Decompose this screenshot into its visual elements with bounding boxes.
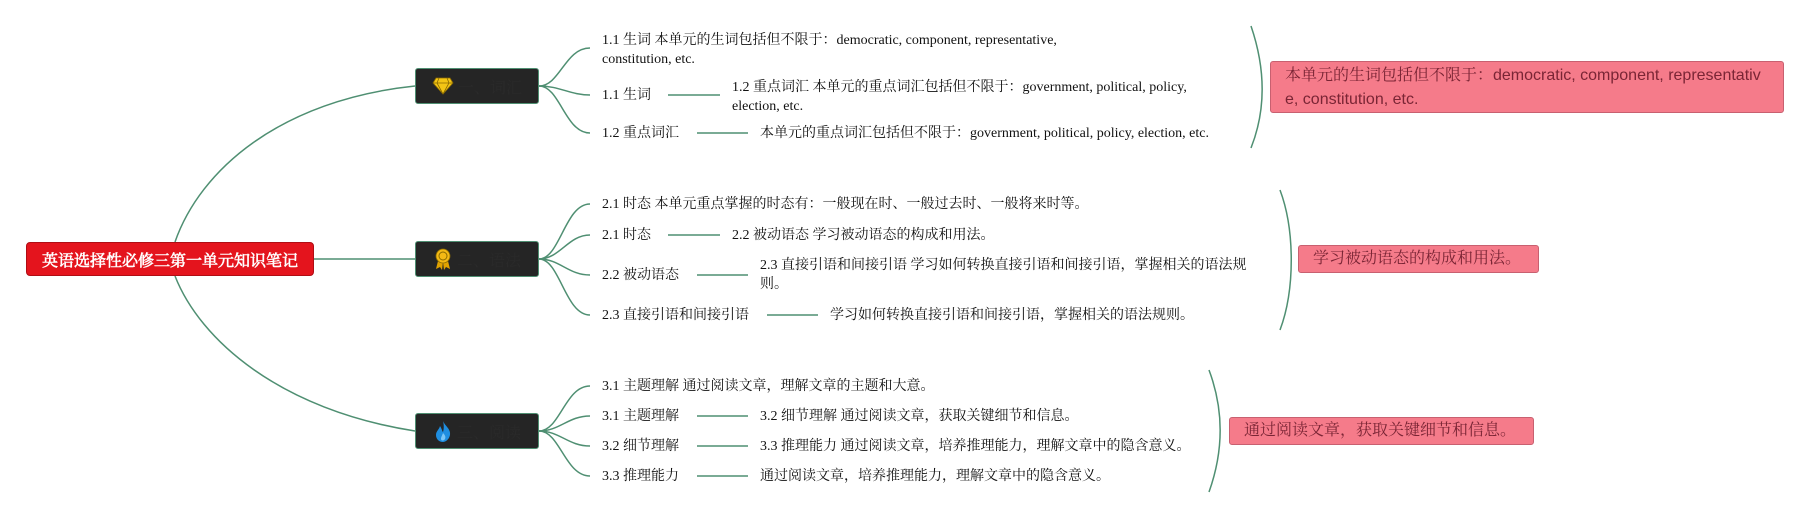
reading-item-3-child[interactable]: 3.3 推理能力 通过阅读文章，培养推理能力，理解文章中的隐含意义。 xyxy=(760,439,1191,454)
link-reading-4 xyxy=(539,431,590,476)
branch-reading-label: 三、阅读 xyxy=(456,424,521,442)
grammar-item-3[interactable]: 2.2 被动语态 xyxy=(602,268,679,283)
summary-bracket-grammar xyxy=(1280,190,1291,330)
reading-item-3[interactable]: 3.2 细节理解 xyxy=(602,439,679,454)
branch-vocab-label: 一、词汇 xyxy=(457,79,522,97)
link-grammar-1 xyxy=(539,204,590,259)
grammar-item-2[interactable]: 2.1 时态 xyxy=(602,228,651,243)
flame-icon xyxy=(433,420,453,442)
link-vocab-1 xyxy=(539,48,590,86)
root-node[interactable] xyxy=(26,242,314,276)
link-vocab-3 xyxy=(539,86,590,133)
reading-item-4[interactable]: 3.3 推理能力 xyxy=(602,469,679,484)
grammar-item-1[interactable]: 2.1 时态 本单元重点掌握的时态有：一般现在时、一般过去时、一般将来时等。 xyxy=(602,197,1089,212)
vocab-item-3[interactable]: 1.2 重点词汇 xyxy=(602,126,679,141)
grammar-item-3-child[interactable]: 2.3 直接引语和间接引语 学习如何转换直接引语和间接引语，掌握相关的语法规则。 xyxy=(760,258,1247,292)
branch-grammar[interactable] xyxy=(415,241,539,277)
link-root-reading xyxy=(175,276,415,431)
reading-item-2-child[interactable]: 3.2 细节理解 通过阅读文章，获取关键细节和信息。 xyxy=(760,409,1079,424)
grammar-item-4-child[interactable]: 学习如何转换直接引语和间接引语，掌握相关的语法规则。 xyxy=(830,308,1194,323)
reading-item-4-child[interactable]: 通过阅读文章，培养推理能力，理解文章中的隐含意义。 xyxy=(760,469,1110,484)
grammar-item-4[interactable]: 2.3 直接引语和间接引语 xyxy=(602,308,749,323)
summary-grammar[interactable] xyxy=(1298,245,1539,273)
link-reading-1 xyxy=(539,386,590,431)
reading-item-1[interactable]: 3.1 主题理解 通过阅读文章，理解文章的主题和大意。 xyxy=(602,379,935,394)
link-vocab-2 xyxy=(539,86,590,95)
summary-vocab-text: 本单元的生词包括但不限于：democratic, component, representative, constitution, etc. xyxy=(1285,67,1761,108)
vocab-item-3-child[interactable]: 本单元的重点词汇包括但不限于：government, political, policy, election, etc. xyxy=(760,126,1209,141)
branch-reading[interactable] xyxy=(415,413,539,449)
vocab-item-2-child[interactable]: 1.2 重点词汇 本单元的重点词汇包括但不限于：government, political, policy, election, etc. xyxy=(732,80,1187,114)
grammar-item-2-child[interactable]: 2.2 被动语态 学习被动语态的构成和用法。 xyxy=(732,228,995,243)
summary-bracket-reading xyxy=(1209,370,1220,492)
branch-vocab[interactable] xyxy=(415,68,539,104)
award-ribbon-icon xyxy=(433,248,453,270)
reading-item-2[interactable]: 3.1 主题理解 xyxy=(602,409,679,424)
summary-reading[interactable] xyxy=(1229,417,1534,445)
root-title: 英语选择性必修三第一单元知识笔记 xyxy=(41,252,298,270)
link-root-vocab xyxy=(175,86,415,242)
branch-grammar-label: 二、语法 xyxy=(456,252,521,270)
summary-grammar-text: 学习被动语态的构成和用法。 xyxy=(1313,250,1522,267)
diamond-icon xyxy=(432,77,454,95)
summary-bracket-vocab xyxy=(1251,26,1262,148)
vocab-item-1[interactable]: 1.1 生词 本单元的生词包括但不限于：democratic, component, representative, constitution, etc. xyxy=(602,33,1057,67)
summary-reading-text: 通过阅读文章，获取关键细节和信息。 xyxy=(1244,422,1517,439)
vocab-item-2[interactable]: 1.1 生词 xyxy=(602,88,651,103)
summary-vocab[interactable] xyxy=(1270,61,1784,113)
